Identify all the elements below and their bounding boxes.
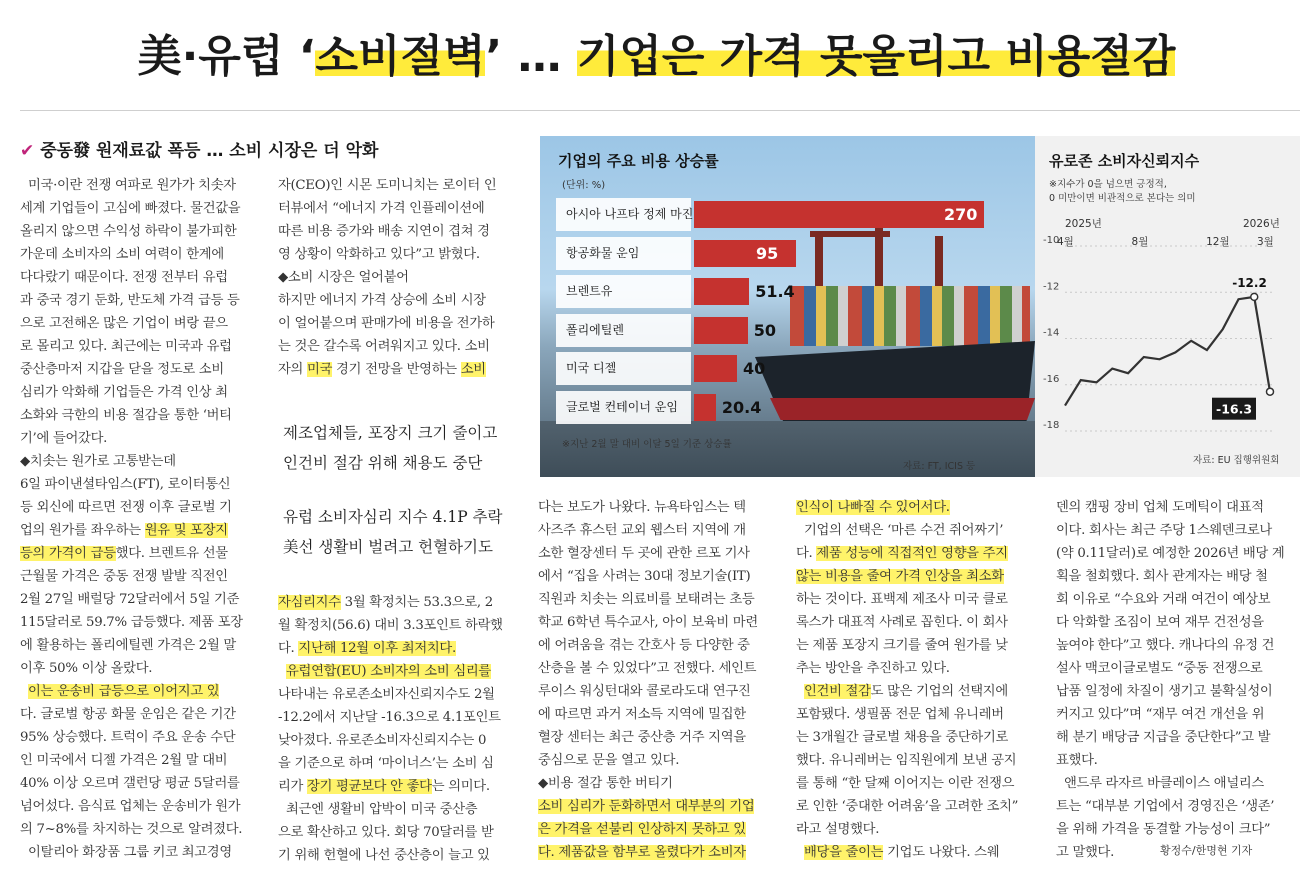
article-line: 터뷰에서 “에너지 가격 인플레이션에 — [278, 201, 485, 216]
y-tick-label: -18 — [1043, 420, 1060, 431]
bar — [694, 278, 749, 305]
article-line: 했다. 유니레버는 임직원에게 보낸 공지 — [796, 753, 1017, 768]
article-column-2-bottom — [278, 591, 523, 867]
bar-value-label: 50 — [753, 320, 776, 340]
section-title-2-line1: 유럽 소비자심리 지수 4.1P 추락 — [283, 508, 503, 526]
article-line: 고 말했다. — [1056, 845, 1115, 860]
article-line: 트는 “대부분 기업에서 경영진은 ‘생존’ — [1056, 799, 1275, 814]
article-line: 다. 글로벌 항공 화물 운임은 같은 기간 — [20, 707, 236, 722]
bar-chart-unit: (단위: %) — [562, 180, 606, 191]
article-line: 월 확정치(56.6) 대비 3.3포인트 하락했 — [278, 618, 503, 633]
article-line: 인 미국에서 디젤 가격은 2월 말 대비 — [20, 753, 228, 768]
article-line: 기 위해 헌혈에 나선 중산층이 늘고 있 — [278, 848, 490, 863]
article-line: ◆치솟는 원가로 고통받는데 — [20, 454, 176, 469]
y-tick-label: -14 — [1043, 327, 1060, 339]
headline-highlight-2: 기업은 가격 못올리고 비용절감 — [576, 31, 1176, 82]
article-line: 표했다. — [1056, 753, 1098, 768]
bar-category-label: 항공화물 운임 — [556, 237, 691, 270]
article-line: 95% 상승했다. 트럭이 주요 운송 수단 — [20, 730, 236, 745]
article-line: 학교 6학년 특수교사, 아이 보육비 마련 — [538, 615, 758, 630]
article-line: 로 인한 ‘중대한 어려움’을 고려한 조치” — [796, 799, 1019, 814]
article-line: 는 제품 포장지 크기를 줄여 원가를 낮 — [796, 638, 1008, 653]
line-chart-note-line2: 0 미만이면 비관적으로 본다는 의미 — [1049, 193, 1196, 204]
article-line: 이는 운송비 급등으로 이어지고 있 — [28, 684, 220, 699]
bar-category-label: 아시아 나프타 정제 마진 — [556, 198, 691, 231]
bar-category-label: 폴리에틸렌 — [556, 314, 691, 347]
article-line: 중심으로 문을 열고 있다. — [538, 753, 680, 768]
article-line: 다 악화할 조짐이 보여 재무 건전성을 — [1056, 615, 1264, 630]
article-line: 나타내는 유로존소비자신뢰지수도 2월 — [278, 687, 495, 702]
article-line: 배당을 줄이는 기업도 나왔다. 스웨 — [804, 845, 1000, 860]
article-line: 추는 방안을 추진하고 있다. — [796, 661, 950, 676]
byline: 황정수/한명현 기자 — [1160, 844, 1253, 857]
article-line: 에 따르면 과거 저소득 지역에 밀집한 — [538, 707, 746, 722]
article-line: 40% 이상 오르며 갤런당 평균 5달러를 — [20, 776, 240, 791]
line-chart-note-line1: ※지수가 0을 넘으면 긍정적, — [1049, 179, 1167, 190]
bar-row — [556, 352, 986, 385]
article-line: 기’에 들어갔다. — [20, 431, 108, 446]
article-line: 6일 파이낸셜타임스(FT), 로이터통신 — [20, 477, 231, 492]
subhead — [20, 136, 520, 161]
bar — [694, 317, 748, 344]
article-line: 인건비 절감도 많은 기업의 선택지에 — [804, 684, 1008, 699]
article-line: 산층을 볼 수 있었다”고 전했다. 세인트 — [538, 661, 757, 676]
article-line: 해 분기 배당금 지급을 중단한다”고 발 — [1056, 730, 1271, 745]
article-line: 의 7~8%를 차지하는 것으로 알려졌다. — [20, 822, 243, 837]
line-chart-source: 자료: EU 집행위원회 — [1193, 455, 1280, 466]
section-title-1-line2: 인건비 절감 위해 채용도 중단 — [283, 454, 483, 472]
article-line: 다. 지난해 12월 이후 최저치다. — [278, 641, 456, 656]
article-line: 유럽연합(EU) 소비자의 소비 심리를 — [286, 664, 491, 679]
article-column-3 — [538, 496, 783, 864]
data-point — [1251, 293, 1258, 300]
y-tick-label: -16 — [1043, 373, 1060, 385]
bar-row — [556, 314, 986, 347]
article-line: -12.2에서 지난달 -16.3으로 4.1포인트 — [278, 710, 501, 725]
data-point — [1267, 388, 1274, 395]
article-line: 올리지 않으면 수익성 하락이 불가피한 — [20, 224, 237, 239]
article-line: 덴의 캠핑 장비 업체 도메틱이 대표적 — [1056, 500, 1264, 515]
subhead-text: 중동發 원재료값 폭등 … 소비 시장은 더 악화 — [40, 141, 379, 161]
section-title-2-line2: 美선 생활비 벌려고 헌혈하기도 — [283, 538, 493, 556]
article-line: 회 이유로 “수요와 거래 여건이 예상보 — [1056, 592, 1271, 607]
article-line: 사즈주 휴스턴 교외 웹스터 지역에 개 — [538, 523, 746, 538]
article-line: 는 것은 갈수록 어려워지고 있다. 소비 — [278, 339, 490, 354]
section-title-2 — [283, 502, 503, 562]
article-line: 에서 “집을 사려는 30대 정보기술(IT) — [538, 569, 751, 584]
article-line: 리가 장기 평균보다 안 좋다는 의미다. — [278, 779, 490, 794]
article-line: ◆소비 시장은 얼어붙어 — [278, 270, 409, 285]
article-line: 다는 보도가 나왔다. 뉴욕타임스는 텍 — [538, 500, 746, 515]
top-divider — [20, 110, 1300, 111]
bar — [694, 240, 796, 267]
section-title-1 — [283, 418, 497, 478]
bar-chart-title: 기업의 주요 비용 상승률 — [558, 152, 719, 170]
article-line: 이탈리아 화장품 그룹 키코 최고경영 — [28, 845, 232, 860]
article-line: 영 상황이 악화하고 있다”고 밝혔다. — [278, 247, 480, 262]
article-line: 포함됐다. 생필품 전문 업체 유니레버 — [796, 707, 1004, 722]
bar-value-label: 40 — [742, 359, 766, 378]
article-line: 은 가격을 섣불리 인상하지 못하고 있 — [538, 822, 746, 837]
article-line: 록스가 대표적 사례로 꼽힌다. 이 회사 — [796, 615, 1008, 630]
article-line: 따른 비용 증가와 배송 지연이 겹쳐 경 — [278, 224, 490, 239]
article-line: 라고 설명했다. — [796, 822, 880, 837]
y-tick-label: -10 — [1043, 235, 1060, 246]
line-chart-title: 유로존 소비자신뢰지수 — [1049, 152, 1200, 170]
article-line: 심리가 악화해 기업들은 가격 인상 최 — [20, 385, 228, 400]
article-line: 루이스 워싱턴대와 콜로라도대 연구진 — [538, 684, 751, 699]
bar-category-label: 브렌트유 — [556, 275, 691, 308]
year-label: 2026년 — [1243, 218, 1280, 230]
bar-category-label: 글로벌 컨테이너 운임 — [556, 391, 691, 424]
headline — [0, 14, 1313, 100]
article-line: 를 통해 “한 달째 이어지는 이란 전쟁으 — [796, 776, 1015, 791]
article-line: 등의 가격이 급등했다. 브렌트유 선물 — [20, 546, 228, 561]
article-line: 자의 미국 경기 전망을 반영하는 소비 — [278, 362, 486, 377]
article-line: 높여야 한다”고 했다. 캐나다의 유정 건 — [1056, 638, 1275, 653]
article-line: 넘어섰다. 음식료 업체는 운송비가 원가 — [20, 799, 241, 814]
bar-chart-note: ※지난 2월 말 대비 이달 5일 기준 상승률 — [562, 439, 732, 450]
article-line: 근월물 가격은 중동 전쟁 발발 직전인 — [20, 569, 228, 584]
article-line: 최근엔 생활비 압박이 미국 중산층 — [286, 802, 478, 817]
bar-value-label: 20.4 — [721, 397, 762, 417]
article-line: 다. 제품 성능에 직접적인 영향을 주지 — [796, 546, 1008, 561]
article-line: 커지고 있다”며 “재무 여건 개선을 위 — [1056, 707, 1265, 722]
headline-part2: ’ … — [485, 31, 577, 82]
article-line: 이다. 회사는 최근 주당 1스웨덴크로나 — [1056, 523, 1272, 538]
article-line: 설사 맥코이글로벌도 “중동 전쟁으로 — [1056, 661, 1263, 676]
x-tick-label: 3월 — [1257, 236, 1274, 248]
article-line: 업의 원가를 좌우하는 원유 및 포장지 — [20, 523, 228, 538]
article-line: 으로 확산하고 있다. 회당 70달러를 받 — [278, 825, 494, 840]
article-line: 가운데 소비자의 소비 여력이 한계에 — [20, 247, 224, 262]
y-tick-label: -12 — [1043, 281, 1060, 293]
article-line: 소화와 극한의 비용 절감을 통한 ‘버티 — [20, 408, 232, 423]
article-line: 과 중국 경기 둔화, 반도체 가격 급등 등 — [20, 293, 240, 308]
article-line: 획을 철회했다. 회사 관계자는 배당 철 — [1056, 569, 1268, 584]
bar-category-label: 미국 디젤 — [556, 352, 691, 385]
bar-value-label: 270 — [944, 205, 978, 224]
article-line: 중산층마저 지갑을 닫을 정도로 소비 — [20, 362, 224, 377]
bar-row — [556, 391, 986, 424]
line-chart-plot — [1035, 136, 1300, 477]
bar-value-label: 51.4 — [755, 282, 795, 301]
year-label: 2025년 — [1065, 218, 1102, 230]
x-tick-label: 12월 — [1206, 236, 1230, 248]
article-line: 기업의 선택은 ‘마른 수건 쥐어짜기’ — [804, 523, 1004, 538]
article-line: 소비 심리가 둔화하면서 대부분의 기업 — [538, 799, 755, 814]
article-line: 앤드루 라자르 바클레이스 애널리스 — [1064, 776, 1264, 791]
article-line: 는 3개월간 글로벌 채용을 중단하기로 — [796, 730, 1009, 745]
x-tick-label: 8월 — [1131, 236, 1149, 248]
article-line: 에 어려움을 겪는 간호사 등 다양한 중 — [538, 638, 750, 653]
article-line: 미국·이란 전쟁 여파로 원가가 치솟자 — [28, 178, 236, 193]
annotation-label: -16.3 — [1216, 401, 1253, 417]
infographic — [540, 136, 1300, 477]
article-line: 않는 비용을 줄여 가격 인상을 최소화 — [796, 569, 1004, 584]
article-line: ◆비용 절감 통한 버티기 — [538, 776, 673, 791]
article-line: 이 얼어붙으며 판매가에 비용을 전가하 — [278, 316, 495, 331]
article-line: 등 외신에 따르면 전쟁 이후 글로벌 기 — [20, 500, 232, 515]
article-line: 인식이 나빠질 수 있어서다. — [796, 500, 950, 515]
headline-highlight-1: 소비절벽 — [315, 31, 486, 82]
bar — [694, 394, 716, 421]
headline-part1: 美·유럽 ‘ — [137, 31, 316, 82]
article-line: 을 기준으로 하며 ‘마이너스’는 소비 심 — [278, 756, 494, 771]
cost-increase-bar-chart — [548, 142, 978, 472]
article-line: 다. 제품값을 함부로 올렸다가 소비자 — [538, 845, 746, 860]
bar-chart-source: 자료: FT, ICIS 등 — [903, 461, 976, 472]
article-line: 납품 일정에 차질이 생기고 불확실성이 — [1056, 684, 1273, 699]
check-icon: ✔ — [20, 141, 35, 161]
article-line: 하는 것이다. 표백제 제조사 미국 클로 — [796, 592, 1008, 607]
article-line: 을 위해 가격을 동결할 가능성이 크다” — [1056, 822, 1271, 837]
article-column-5 — [1056, 496, 1306, 864]
bar — [694, 355, 737, 382]
article-column-1 — [20, 174, 265, 864]
article-line: 혈장 센터는 최근 중산층 거주 지역을 — [538, 730, 746, 745]
article-column-2-top — [278, 174, 523, 381]
article-line: (약 0.11달러)로 예정한 2026년 배당 계 — [1056, 546, 1285, 561]
article-line: 2월 27일 배럴당 72달러에서 5일 기준 — [20, 592, 240, 607]
eurozone-confidence-line-chart — [1035, 136, 1300, 477]
bar-row — [556, 237, 986, 270]
article-line: 이후 50% 이상 올랐다. — [20, 661, 153, 676]
article-line: 하지만 에너지 가격 상승에 소비 시장 — [278, 293, 486, 308]
bar-row — [556, 275, 986, 308]
bar — [694, 201, 984, 228]
series-line — [1065, 297, 1270, 406]
bar-row — [556, 198, 986, 231]
article-line: 자심리지수 3월 확정치는 53.3으로, 2 — [278, 595, 493, 610]
article-column-4 — [796, 496, 1041, 864]
article-line: 세계 기업들이 고심에 빠졌다. 물건값을 — [20, 201, 241, 216]
annotation-label: -12.2 — [1232, 275, 1267, 290]
article-line: 자(CEO)인 시몬 도미니치는 로이터 인 — [278, 178, 497, 193]
article-line: 다다랐기 때문이다. 전쟁 전부터 유럽 — [20, 270, 228, 285]
article-line: 낮아졌다. 유로존소비자신뢰지수는 0 — [278, 733, 487, 748]
section-title-1-line1: 제조업체들, 포장지 크기 줄이고 — [283, 424, 498, 442]
article-line: 소한 혈장센터 두 곳에 관한 르포 기사 — [538, 546, 750, 561]
article-line: 로 몰리고 있다. 최근에는 미국과 유럽 — [20, 339, 232, 354]
article-line: 직원과 치솟는 의료비를 보태려는 초등 — [538, 592, 755, 607]
article-line: 으로 고전해온 많은 기업이 벼랑 끝으 — [20, 316, 228, 331]
article-line: 115달러로 59.7% 급등했다. 제품 포장 — [20, 615, 243, 630]
article-line: 에 활용하는 폴리에틸렌 가격은 2월 말 — [20, 638, 236, 653]
x-tick-label: 4월 — [1057, 236, 1074, 248]
bar-value-label: 95 — [756, 243, 779, 263]
